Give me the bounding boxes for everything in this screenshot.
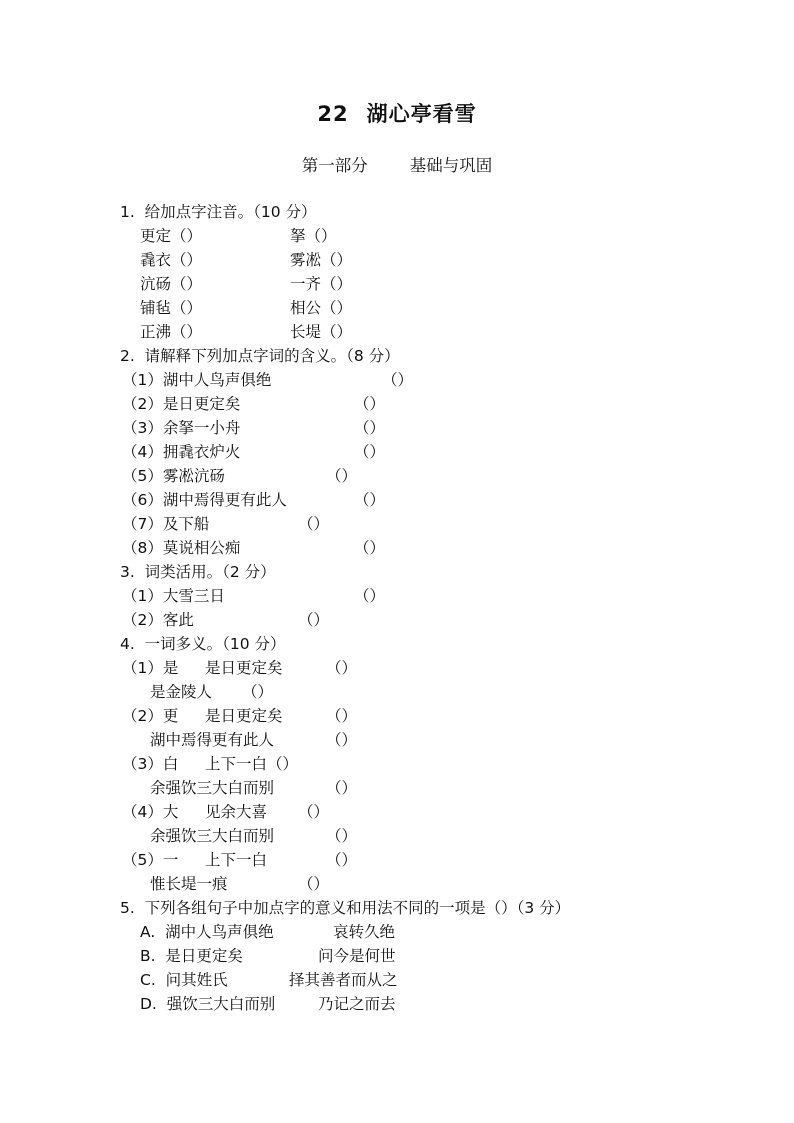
worksheet-page: 22 湖心亭看雪 第一部分 基础与巩固 1. 给加点字注音。（10 分） 更定（） 拏（） 毳衣（） 雾凇（） 沆砀（） 一齐（） 铺毡（） 相公（） 正沸（） 长堤（） 2. 请解释下列加点字词的含义。（8 分） （1）湖中人鸟声俱绝 （） （2）是日更定矣 （） （3）余拏一小舟 （） （4）拥毳衣炉火 （） （5）雾凇沆砀 （） （6）湖中焉得更有此人 （） （7）及下船 （） （8）莫说相公痴 （） 3. 词类活用。（2 分） （1）大雪三日 （） （2）客此 （） 4. 一词多义。（10 分） （1）是 是日更定矣 （） 是金陵人 （） （2）更 是日更定矣 （） 湖中焉得更有此人 （） （3）白 上下一白（） 余强饮三大白而别 （） （4）大 见余大喜 （） 余强饮三大白而别 （） （5）一 上下一白 （） 惟长堤一痕 （） 5. 下列各组句子中加点字的意义和用法不同的一项是（）（3 分） A. 湖中人鸟声俱绝 哀转久绝 B. 是日更定矣 问今是何世 C. 问其姓氏 择其善者而从之 D. 强饮三大白而别 乃记之而去 <box>0 0 794 1123</box>
lesson-number: 22 <box>317 102 349 126</box>
part-label: 第一部分 <box>301 156 368 175</box>
part-topic: 基础与巩固 <box>409 156 493 175</box>
lesson-title: 湖心亭看雪 <box>366 102 477 126</box>
page-title <box>0 98 794 128</box>
section-subtitle <box>0 152 794 176</box>
